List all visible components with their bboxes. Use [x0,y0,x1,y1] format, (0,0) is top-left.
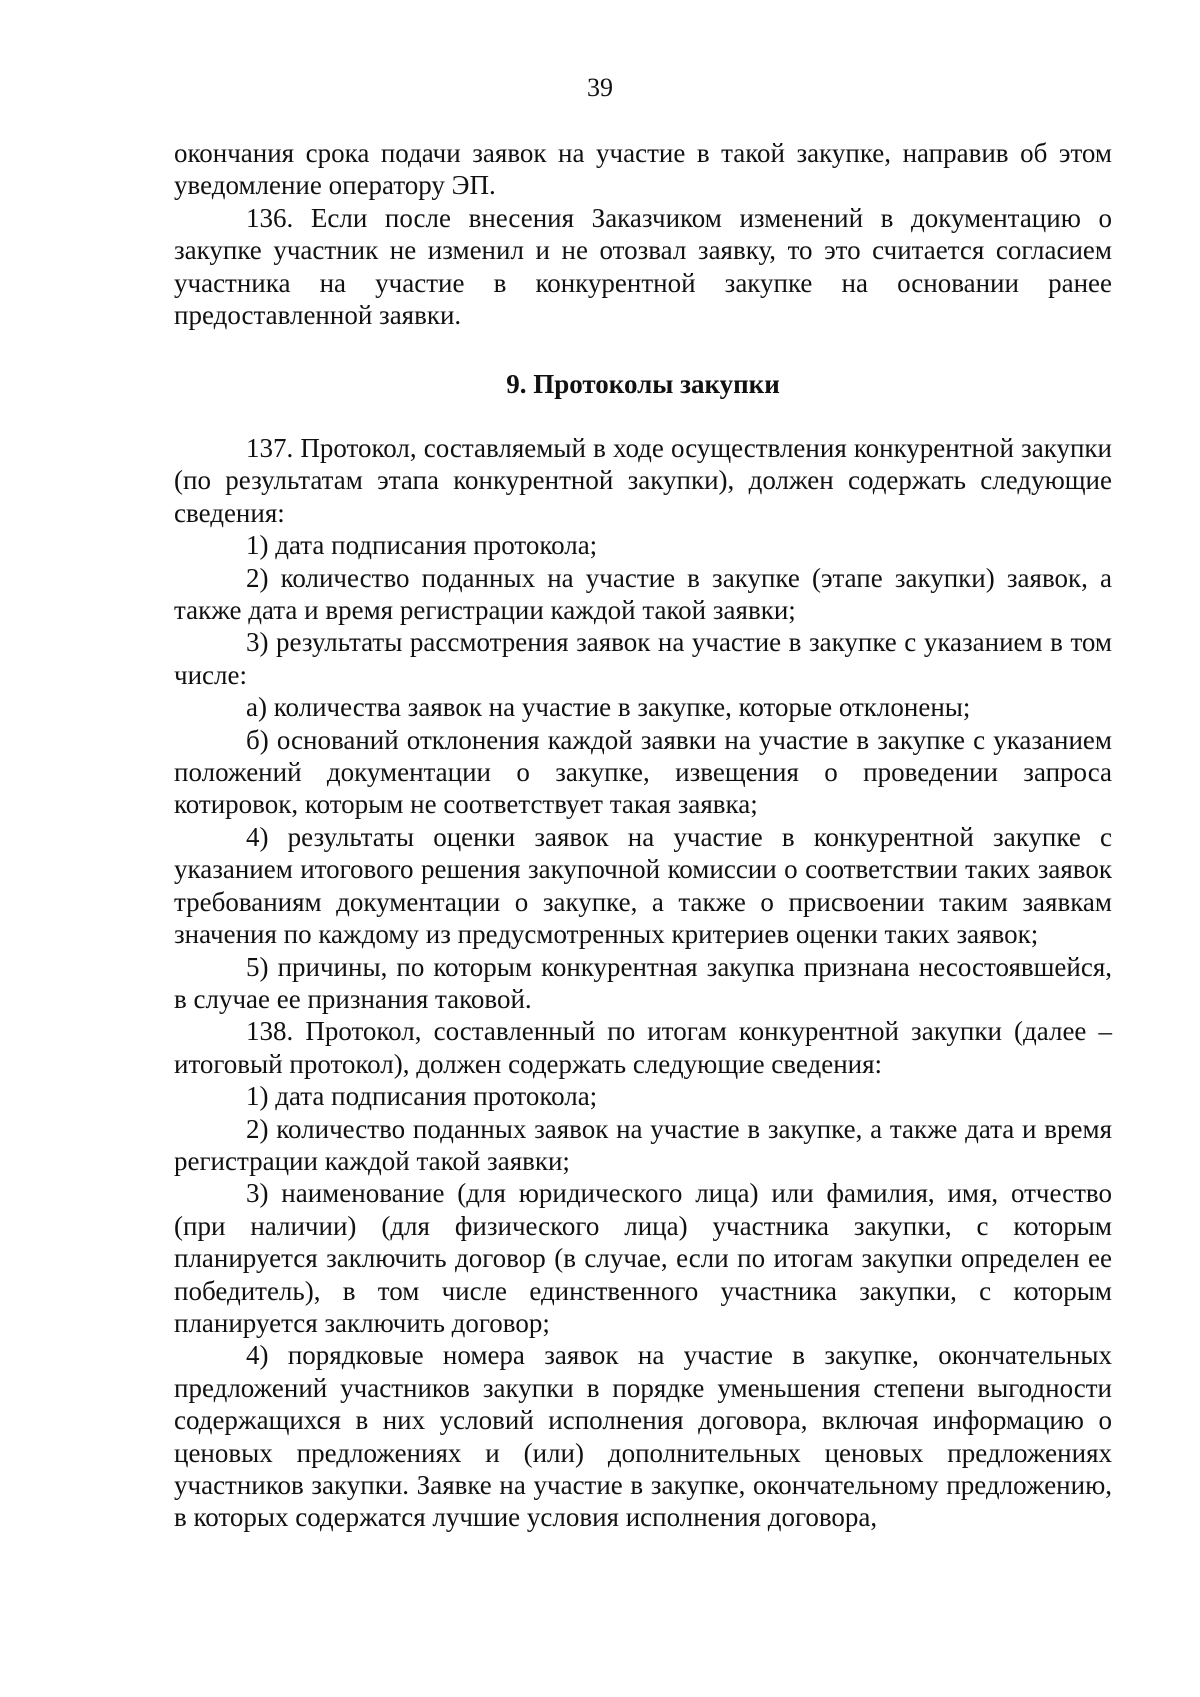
list-item-137-4: 4) результаты оценки заявок на участие в конкурентной закупке с указанием итогового решения закупочной комиссии о соответствии таких заявок требованиям документации о закупке, а также о присвоении таким заявкам значения по каждому из предусмотренных критериев оценки таких заявок; [174,821,1112,950]
section-heading-block [174,368,1112,400]
text-block-main [174,432,1112,1534]
list-item-137-3b: б) оснований отклонения каждой заявки на участие в закупке с указанием положений документации о закупке, извещения о проведении запроса котировок, которым не соответствует такая заявка; [174,724,1112,820]
paragraph-continuation: окончания срока подачи заявок на участие в такой закупке, направив об этом уведомление оператору ЭП. [174,138,1112,201]
list-item-137-5: 5) причины, по которым конкурентная закупка признана несостоявшейся, в случае ее признания таковой. [174,951,1112,1014]
list-item-138-4: 4) порядковые номера заявок на участие в закупке, окончательных предложений участников закупки в порядке уменьшения степени выгодности содержащихся в них условий исполнения договора, включая информацию о ценовых предложениях и (или) дополнительных ценовых предложениях участников закупки. Заявке на участие в закупке, окончательному предложению, в которых содержатся лучшие условия исполнения договора, [174,1340,1112,1533]
text-block-top [174,137,1112,331]
list-item-137-3a: а) количества заявок на участие в закупке, которые отклонены; [246,692,971,723]
paragraph-137: 137. Протокол, составляемый в ходе осуществления конкурентной закупки (по результатам этапа конкурентной закупки), должен содержать следующие сведения: [174,433,1112,528]
paragraph-136: 136. Если после внесения Заказчиком изменений в документацию о закупке участник не изменил и не отозвал заявку, то это считается согласием участника на участие в конкурентной закупке на основании ранее предоставленной заявки. [174,202,1112,331]
list-item-137-3: 3) результаты рассмотрения заявок на участие в закупке с указанием в том числе: [174,627,1112,690]
list-item-138-1: 1) дата подписания протокола; [246,1081,598,1112]
list-item-137-1: 1) дата подписания протокола; [246,530,598,561]
section-title: 9. Протоколы закупки [506,369,780,399]
page-number: 39 [587,73,613,102]
list-item-138-2: 2) количество поданных заявок на участие в закупке, а также дата и время регистрации каждой такой заявки; [174,1113,1112,1176]
paragraph-138: 138. Протокол, составленный по итогам конкурентной закупки (далее – итоговый протокол), должен содержать следующие сведения: [174,1016,1112,1079]
list-item-138-3: 3) наименование (для юридического лица) или фамилия, имя, отчество (при наличии) (для физического лица) участника закупки, с которым планируется заключить договор (в случае, если по итогам закупки определен ее победитель), в том числе единственного участника закупки, с которым планируется заключить договор; [174,1178,1112,1338]
list-item-137-2: 2) количество поданных на участие в закупке (этапе закупки) заявок, а также дата и время регистрации каждой такой заявки; [174,562,1112,626]
